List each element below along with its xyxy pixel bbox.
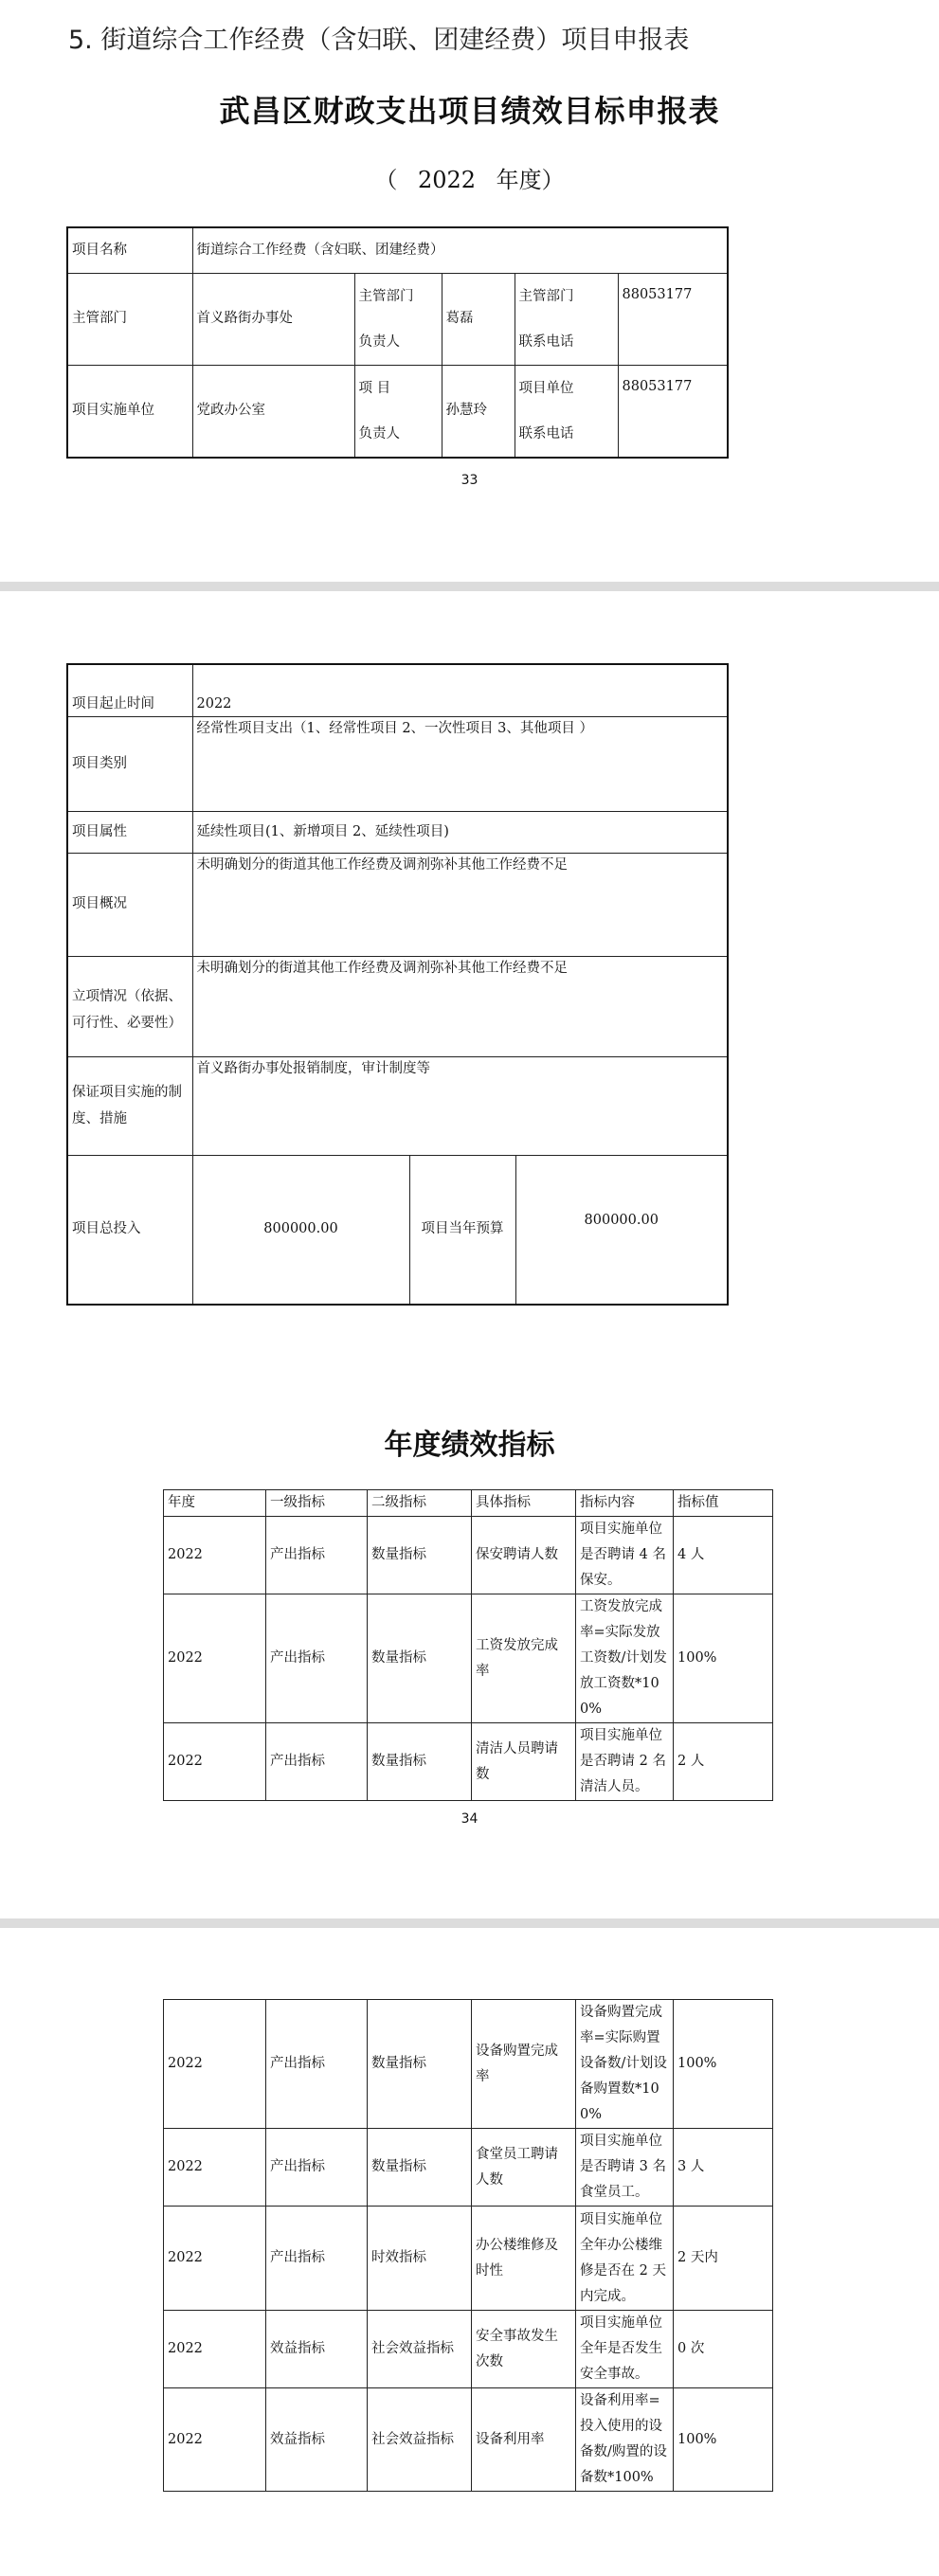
cell-year: 2022: [164, 1723, 266, 1801]
cell-specific: 办公楼维修及时性: [472, 2207, 576, 2311]
impl-phone-value: 88053177: [618, 365, 728, 458]
table-row: [164, 2388, 773, 2492]
dept-phone-label-line1: 主管部门: [518, 288, 574, 304]
document-title: 武昌区财政支出项目绩效目标申报表: [219, 93, 720, 129]
project-name-value: 街道综合工作经费（含妇联、团建经费）: [192, 227, 728, 273]
cell-value: 3 人: [674, 2129, 773, 2207]
cell-content: 工资发放完成率=实际发放工资数/计划发放工资数*100%: [576, 1594, 674, 1723]
cell-specific: 保安聘请人数: [472, 1517, 576, 1594]
cell-specific: 食堂员工聘请人数: [472, 2129, 576, 2207]
attr-label: 项目属性: [67, 811, 192, 853]
performance-table-2: [163, 1999, 773, 2492]
impl-head-label-line1: 项 目: [358, 380, 391, 396]
overview-value: 未明确划分的街道其他工作经费及调剂弥补其他工作经费不足: [192, 853, 728, 956]
overview-label: 项目概况: [67, 853, 192, 956]
period-label: 项目起止时间: [67, 664, 192, 716]
period-value: 2022: [192, 664, 728, 716]
impl-value: 党政办公室: [192, 365, 354, 458]
cell-specific: 清洁人员聘请数: [472, 1723, 576, 1801]
project-details-table: [66, 663, 729, 1306]
table-row: [164, 1594, 773, 1723]
year-line: （ 2022 年度）: [374, 167, 565, 193]
perf-header-value: 指标值: [674, 1490, 773, 1517]
cell-specific: 设备购置完成率: [472, 2000, 576, 2129]
dept-phone-label-line2: 联系电话: [518, 333, 574, 350]
performance-title: 年度绩效指标: [384, 1429, 555, 1462]
project-name-label: 项目名称: [67, 227, 192, 273]
impl-phone-label-line2: 联系电话: [518, 425, 574, 441]
page-separator: [0, 1918, 939, 1928]
guarantee-value: 首义路街办事处报销制度，审计制度等: [192, 1056, 728, 1155]
dept-head-label-line1: 主管部门: [358, 288, 414, 304]
perf-header-content: 指标内容: [576, 1490, 674, 1517]
cell-level1: 产出指标: [266, 1517, 368, 1594]
page-number-33: 33: [460, 473, 479, 488]
attr-value: 延续性项目(1、新增项目 2、延续性项目): [192, 811, 728, 853]
guarantee-label: 保证项目实施的制度、措施: [67, 1056, 192, 1155]
budget-label: 项目当年预算: [409, 1155, 515, 1305]
cell-year: 2022: [164, 2000, 266, 2129]
perf-header-year: 年度: [164, 1490, 266, 1517]
cell-content: 设备购置完成率=实际购置设备数/计划设备购置数*100%: [576, 2000, 674, 2129]
cell-year: 2022: [164, 1517, 266, 1594]
cell-year: 2022: [164, 2388, 266, 2492]
cell-value: 100%: [674, 2000, 773, 2129]
cell-level2: 数量指标: [368, 1594, 472, 1723]
cell-specific: 工资发放完成率: [472, 1594, 576, 1723]
impl-head-label: [354, 365, 442, 458]
table-row: [164, 2207, 773, 2311]
cell-value: 2 天内: [674, 2207, 773, 2311]
dept-label: 主管部门: [67, 273, 192, 365]
cell-level1: 产出指标: [266, 2207, 368, 2311]
cell-specific: 安全事故发生次数: [472, 2311, 576, 2388]
table-row: [164, 2000, 773, 2129]
cell-level2: 数量指标: [368, 1517, 472, 1594]
total-value: 800000.00: [192, 1155, 409, 1305]
cell-content: 项目实施单位全年办公楼维修是否在 2 天内完成。: [576, 2207, 674, 2311]
page-separator: [0, 582, 939, 591]
cell-level2: 数量指标: [368, 2129, 472, 2207]
performance-table-1: [163, 1489, 773, 1801]
impl-label: 项目实施单位: [67, 365, 192, 458]
cell-value: 0 次: [674, 2311, 773, 2388]
impl-phone-label: [515, 365, 618, 458]
cell-content: 项目实施单位是否聘请 4 名保安。: [576, 1517, 674, 1594]
cell-level1: 产出指标: [266, 1723, 368, 1801]
budget-value: 800000.00: [515, 1155, 728, 1305]
cell-level2: 社会效益指标: [368, 2311, 472, 2388]
impl-head-value: 孙慧玲: [442, 365, 515, 458]
impl-phone-label-line1: 项目单位: [518, 380, 574, 396]
dept-value: 首义路街办事处: [192, 273, 354, 365]
cell-content: 设备利用率=投入使用的设备数/购置的设备数*100%: [576, 2388, 674, 2492]
project-info-table: [66, 226, 729, 459]
cell-level1: 产出指标: [266, 1594, 368, 1723]
dept-phone-label: [515, 273, 618, 365]
cell-content: 项目实施单位全年是否发生安全事故。: [576, 2311, 674, 2388]
cell-content: 项目实施单位是否聘请 3 名食堂员工。: [576, 2129, 674, 2207]
cell-content: 项目实施单位是否聘请 2 名清洁人员。: [576, 1723, 674, 1801]
basis-value: 未明确划分的街道其他工作经费及调剂弥补其他工作经费不足: [192, 956, 728, 1056]
perf-header-specific: 具体指标: [472, 1490, 576, 1517]
perf-header-level1: 一级指标: [266, 1490, 368, 1517]
dept-head-value: 葛磊: [442, 273, 515, 365]
page-number-34: 34: [460, 1811, 479, 1827]
cell-year: 2022: [164, 1594, 266, 1723]
category-value: 经常性项目支出（1、经常性项目 2、一次性项目 3、其他项目 ）: [192, 716, 728, 811]
cell-level1: 效益指标: [266, 2311, 368, 2388]
cell-level2: 数量指标: [368, 2000, 472, 2129]
cell-value: 100%: [674, 2388, 773, 2492]
cell-year: 2022: [164, 2207, 266, 2311]
table-row: [164, 1723, 773, 1801]
perf-header-row: [164, 1490, 773, 1517]
cell-value: 2 人: [674, 1723, 773, 1801]
category-label: 项目类别: [67, 716, 192, 811]
total-label: 项目总投入: [67, 1155, 192, 1305]
cell-year: 2022: [164, 2311, 266, 2388]
dept-head-label-line2: 负责人: [358, 333, 400, 350]
dept-head-label: [354, 273, 442, 365]
cell-level2: 社会效益指标: [368, 2388, 472, 2492]
table-row: [164, 1517, 773, 1594]
cell-level2: 时效指标: [368, 2207, 472, 2311]
cell-specific: 设备利用率: [472, 2388, 576, 2492]
basis-label: 立项情况（依据、可行性、必要性）: [67, 956, 192, 1056]
table-row: [164, 2129, 773, 2207]
cell-level1: 产出指标: [266, 2129, 368, 2207]
perf-header-level2: 二级指标: [368, 1490, 472, 1517]
dept-phone-value: 88053177: [618, 273, 728, 365]
impl-head-label-line2: 负责人: [358, 425, 400, 441]
cell-level2: 数量指标: [368, 1723, 472, 1801]
table-row: [164, 2311, 773, 2388]
cell-year: 2022: [164, 2129, 266, 2207]
cell-level1: 效益指标: [266, 2388, 368, 2492]
cell-value: 100%: [674, 1594, 773, 1723]
cell-level1: 产出指标: [266, 2000, 368, 2129]
cell-value: 4 人: [674, 1517, 773, 1594]
section-heading: 5. 街道综合工作经费（含妇联、团建经费）项目申报表: [68, 26, 690, 55]
